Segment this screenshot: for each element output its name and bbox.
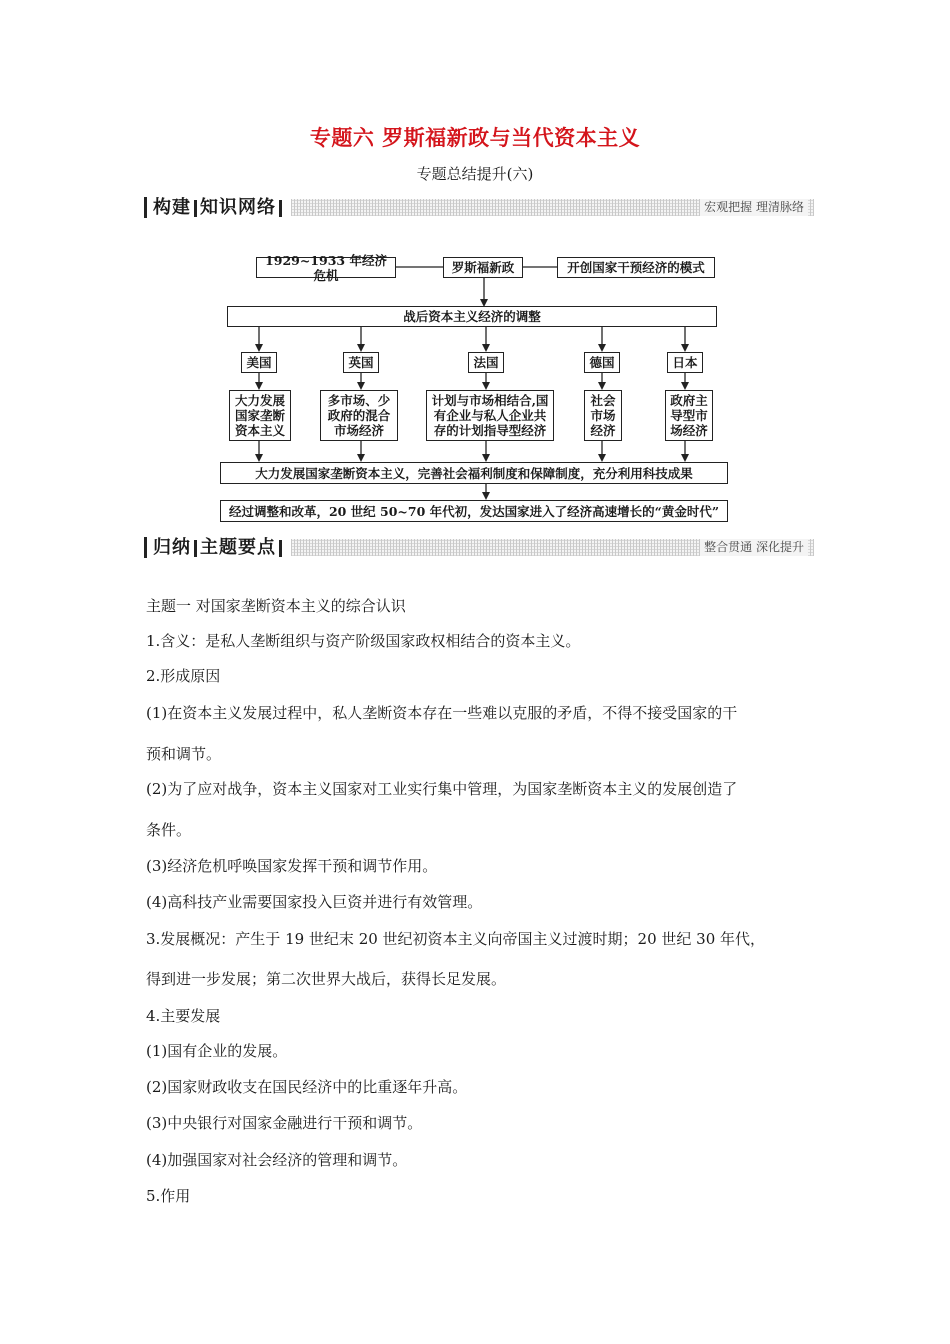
box-crisis: 1929~1933 年经济危机 (256, 257, 396, 278)
box-detail-us: 大力发展国家垄断资本主义 (229, 390, 291, 441)
box-country-us: 美国 (241, 352, 277, 373)
box-detail-jp: 政府主导型市场经济 (665, 390, 713, 441)
paragraph: (4)加强国家对社会经济的管理和调节。 (146, 1151, 408, 1169)
section-header-key-points (144, 537, 814, 558)
section-label-b: 主题要点 (200, 537, 276, 558)
paragraph: (1)在资本主义发展过程中，私人垄断资本存在一些难以克服的矛盾，不得不接受国家的干 (146, 704, 738, 722)
box-country-fr: 法国 (468, 352, 504, 373)
paragraph: 得到进一步发展；第二次世界大战后，获得长足发展。 (146, 970, 507, 988)
paragraph: (1)国有企业的发展。 (146, 1042, 288, 1060)
box-detail-fr: 计划与市场相结合,国有企业与私人企业共存的计划指导型经济 (426, 390, 554, 441)
section-right-text: 宏观把握 理清脉络 (700, 199, 808, 216)
paragraph: (3)经济危机呼唤国家发挥干预和调节作用。 (146, 857, 438, 875)
box-country-jp: 日本 (667, 352, 703, 373)
paragraph: 预和调节。 (146, 745, 222, 763)
paragraph: (2)国家财政收支在国民经济中的比重逐年升高。 (146, 1078, 468, 1096)
section-header-knowledge-network (144, 197, 814, 218)
section-label-a: 归纳 (153, 537, 191, 558)
page-title: 专题六 罗斯福新政与当代资本主义 (309, 126, 641, 150)
section-label (144, 537, 291, 558)
box-detail-de: 社会市场经济 (584, 390, 622, 441)
box-new-deal: 罗斯福新政 (443, 257, 523, 278)
section-label-a: 构建 (153, 197, 191, 218)
topic-heading: 主题一 对国家垄断资本主义的综合认识 (146, 597, 406, 615)
box-intervention-model: 开创国家干预经济的模式 (557, 257, 715, 278)
paragraph: (2)为了应对战争，资本主义国家对工业实行集中管理，为国家垄断资本主义的发展创造了 (146, 780, 738, 798)
paragraph: 3.发展概况：产生于 19 世纪末 20 世纪初资本主义向帝国主义过渡时期；20 世纪 30 年代， (146, 930, 766, 948)
box-detail-uk: 多市场、少政府的混合市场经济 (320, 390, 398, 441)
paragraph: (4)高科技产业需要国家投入巨资并进行有效管理。 (146, 893, 483, 911)
paragraph: 1.含义：是私人垄断组织与资产阶级国家政权相结合的资本主义。 (146, 632, 581, 650)
page-subtitle: 专题总结提升(六) (416, 165, 534, 183)
box-postwar-adjustment: 战后资本主义经济的调整 (227, 306, 717, 327)
paragraph: 2.形成原因 (146, 667, 221, 685)
paragraph: (3)中央银行对国家金融进行干预和调节。 (146, 1114, 423, 1132)
box-country-de: 德国 (584, 352, 620, 373)
box-result: 经过调整和改革，20 世纪 50~70 年代初，发达国家进入了经济高速增长的“黄金时代” (220, 500, 728, 522)
paragraph: 5.作用 (146, 1187, 191, 1205)
box-summary: 大力发展国家垄断资本主义，完善社会福利制度和保障制度，充分利用科技成果 (220, 462, 728, 484)
section-label (144, 197, 291, 218)
box-country-uk: 英国 (343, 352, 379, 373)
paragraph: 条件。 (146, 821, 192, 839)
paragraph: 4.主要发展 (146, 1007, 221, 1025)
section-right-text: 整合贯通 深化提升 (700, 539, 808, 556)
section-label-b: 知识网络 (200, 197, 276, 218)
